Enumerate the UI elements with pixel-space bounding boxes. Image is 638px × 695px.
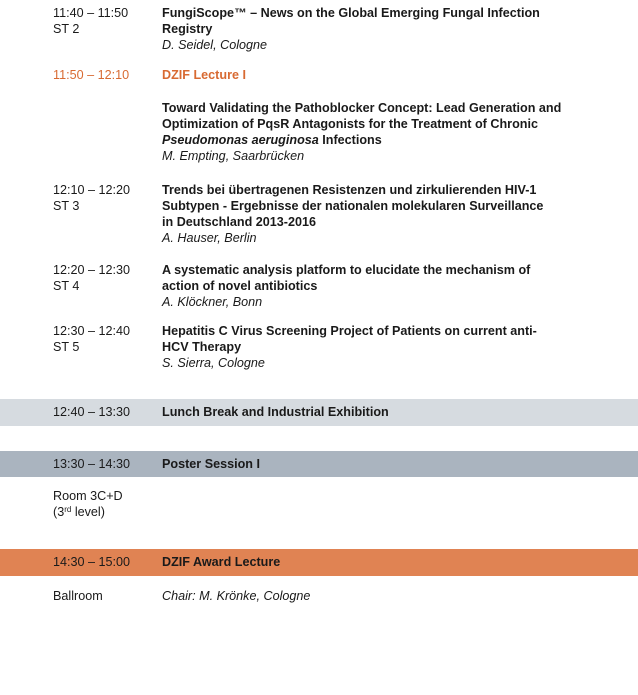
talk-author: A. Klöckner, Bonn xyxy=(162,295,263,309)
talk-author: A. Hauser, Berlin xyxy=(162,231,257,245)
session-chair: Chair: M. Krönke, Cologne xyxy=(162,589,311,603)
talk-title-line: Hepatitis C Virus Screening Project of Patients on current anti- xyxy=(162,324,537,338)
talk-author: D. Seidel, Cologne xyxy=(162,38,268,52)
lunch-break-band xyxy=(0,399,638,426)
time-slot: 12:30 – 12:40 xyxy=(53,324,131,338)
session-label: Lunch Break and Industrial Exhibition xyxy=(162,405,389,419)
talk-title-line: HCV Therapy xyxy=(162,340,242,354)
talk-title-line: FungiScope™ – News on the Global Emerging Fungal Infection xyxy=(162,6,540,20)
talk-author: S. Sierra, Cologne xyxy=(162,356,265,370)
session-label: DZIF Lecture I xyxy=(162,68,246,82)
talk-title-line xyxy=(162,132,602,148)
talk-code: ST 2 xyxy=(53,22,80,36)
talk-code: ST 3 xyxy=(53,199,80,213)
talk-title-line: Registry xyxy=(162,22,213,36)
talk-title-line: in Deutschland 2013-2016 xyxy=(162,215,316,229)
talk-title-line: Optimization of PqsR Antagonists for the Treatment of Chronic xyxy=(162,117,538,131)
time-slot: 12:40 – 13:30 xyxy=(53,405,131,419)
award-lecture-band xyxy=(0,549,638,576)
talk-code: ST 4 xyxy=(53,279,80,293)
talk-title-line: Subtypen - Ergebnisse der nationalen molekularen Surveillance xyxy=(162,199,544,213)
room-name: Room 3C+D xyxy=(53,489,123,503)
talk-title-line: Toward Validating the Pathoblocker Concept: Lead Generation and xyxy=(162,101,562,115)
time-slot: 14:30 – 15:00 xyxy=(53,555,131,569)
talk-title-line: Trends bei übertragenen Resistenzen und zirkulierenden HIV-1 xyxy=(162,183,537,197)
species-name: Pseudomonas aeruginosa xyxy=(162,133,319,147)
time-slot: 11:40 – 11:50 xyxy=(53,6,129,20)
room-name: Ballroom xyxy=(53,589,103,603)
time-slot: 13:30 – 14:30 xyxy=(53,457,131,471)
time-slot: 12:20 – 12:30 xyxy=(53,263,131,277)
talk-author: M. Empting, Saarbrücken xyxy=(162,149,305,163)
talk-title-line: A systematic analysis platform to elucidate the mechanism of xyxy=(162,263,531,277)
session-label: Poster Session I xyxy=(162,457,260,471)
room-level: (3rd level) xyxy=(53,505,105,519)
poster-session-band xyxy=(0,451,638,477)
time-slot: 12:10 – 12:20 xyxy=(53,183,131,197)
talk-title-tail: Infections xyxy=(318,133,382,147)
talk-title-line: action of novel antibiotics xyxy=(162,279,318,293)
talk-code: ST 5 xyxy=(53,340,80,354)
time-slot: 11:50 – 12:10 xyxy=(53,68,130,82)
session-label: DZIF Award Lecture xyxy=(162,555,281,569)
